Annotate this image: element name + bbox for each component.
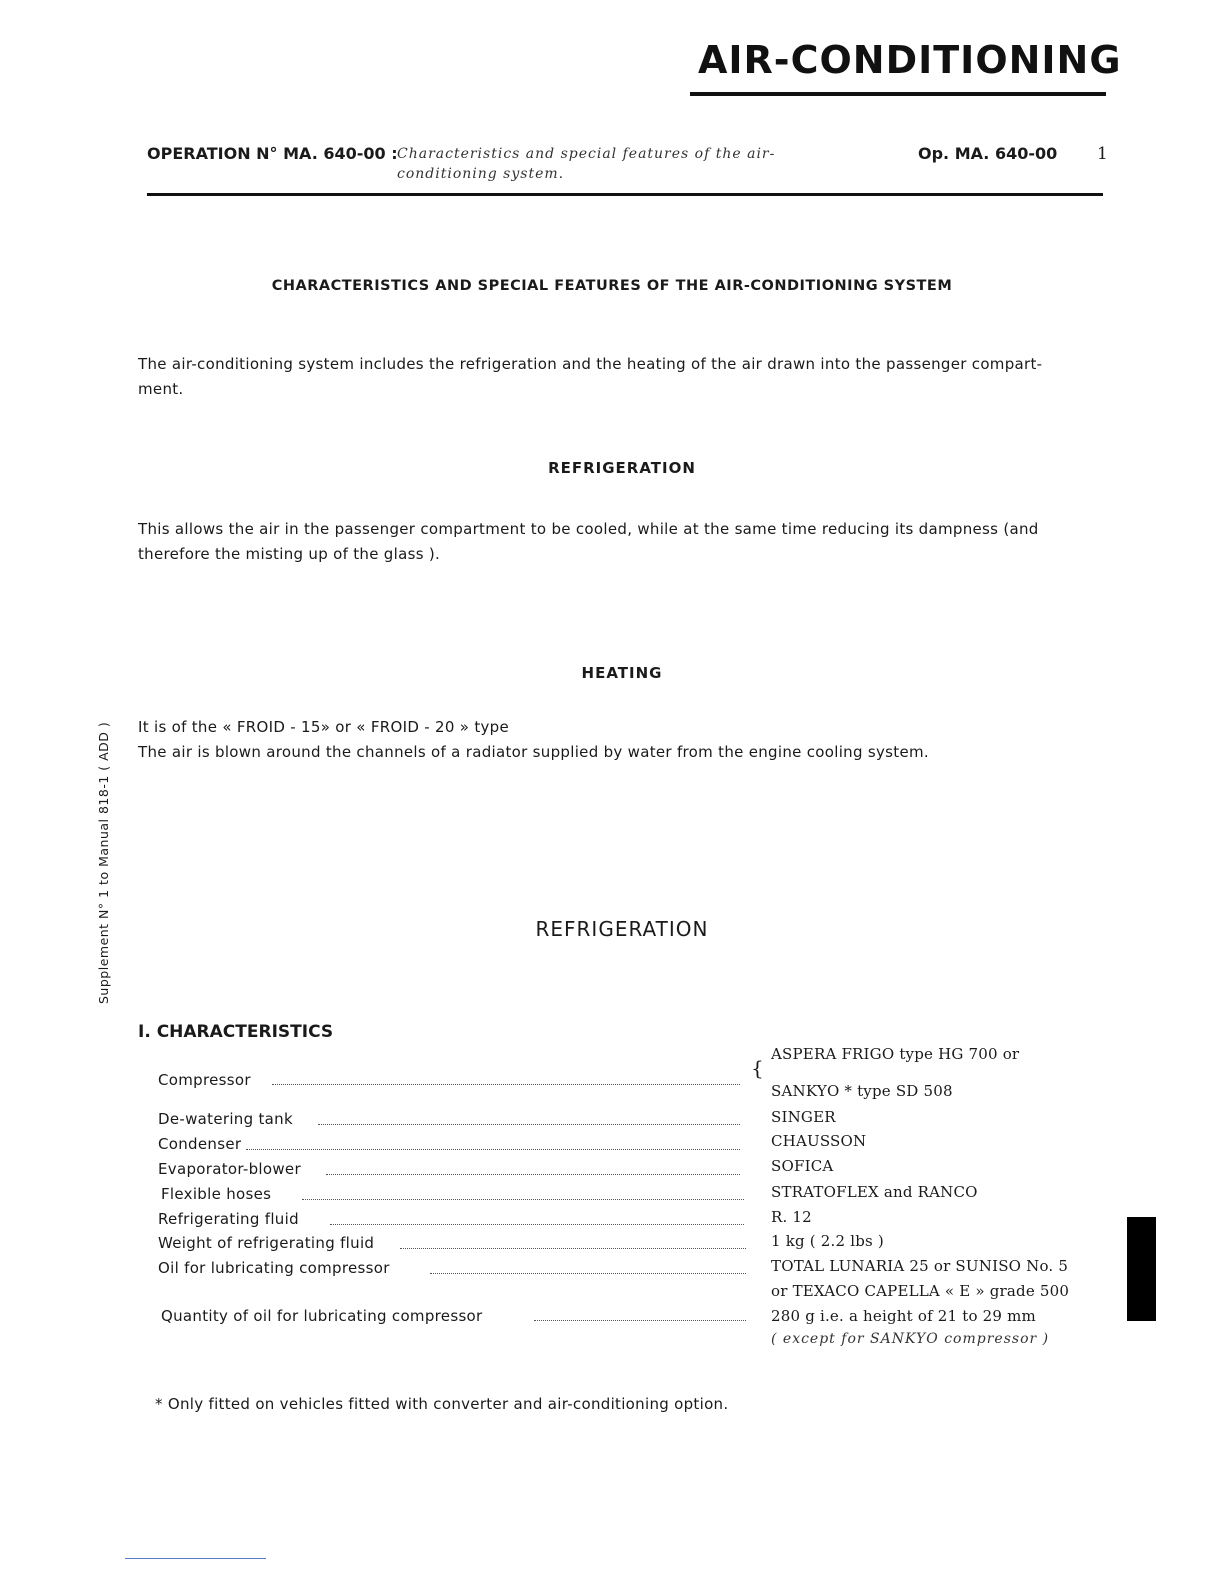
header-underline [690, 92, 1106, 96]
footnote: * Only fitted on vehicles fitted with converter and air-conditioning option. [155, 1395, 729, 1413]
dewatering-leader-dots [318, 1124, 740, 1125]
condenser-label: Condenser [158, 1135, 242, 1153]
weight-leader-dots [400, 1248, 746, 1249]
compressor-label: Compressor [158, 1071, 251, 1089]
hoses-value: STRATOFLEX and RANCO [771, 1183, 978, 1201]
compressor-leader-dots [272, 1084, 740, 1085]
intro-paragraph [138, 352, 1088, 402]
supplement-side-note: Supplement N° 1 to Manual 818-1 ( ADD ) [96, 721, 111, 1004]
compressor-value2: SANKYO * type SD 508 [771, 1082, 953, 1100]
refrigeration-paragraph [138, 517, 1088, 567]
dewatering-label: De-watering tank [158, 1110, 293, 1128]
refrigeration-section-heading: REFRIGERATION [535, 917, 709, 941]
compressor-value1: ASPERA FRIGO type HG 700 or [771, 1045, 1020, 1063]
header-divider [147, 193, 1103, 196]
operation-reference: Op. MA. 640-00 [918, 144, 1058, 163]
refrigeration-heading: REFRIGERATION [548, 459, 696, 477]
dewatering-value: SINGER [771, 1108, 836, 1126]
oil-value2: or TEXACO CAPELLA « E » grade 500 [771, 1282, 1070, 1300]
oilqty-leader-dots [534, 1320, 746, 1321]
page-number: 1 [1097, 144, 1108, 164]
refrigeration-line1: This allows the air in the passenger compartment to be cooled, while at the same time reducing its dampness (and [138, 520, 1039, 538]
characteristics-heading: I. CHARACTERISTICS [138, 1022, 334, 1042]
fluid-value: R. 12 [771, 1208, 812, 1226]
intro-line2: ment. [138, 380, 184, 398]
fluid-leader-dots [330, 1224, 744, 1225]
evaporator-leader-dots [326, 1174, 740, 1175]
evaporator-value: SOFICA [771, 1157, 834, 1175]
brace-symbol: { [751, 1056, 764, 1080]
heating-paragraph [138, 715, 1088, 765]
main-title: CHARACTERISTICS AND SPECIAL FEATURES OF THE AIR-CONDITIONING SYSTEM [271, 278, 953, 294]
bottom-link-line [125, 1558, 266, 1559]
section-tab-marker [1127, 1217, 1156, 1321]
operation-description-line1: Characteristics and special features of the air- [397, 146, 776, 162]
weight-value: 1 kg ( 2.2 lbs ) [771, 1232, 884, 1250]
operation-description-line2: conditioning system. [397, 166, 565, 182]
oilqty-value1: 280 g i.e. a height of 21 to 29 mm [771, 1307, 1036, 1325]
hoses-label: Flexible hoses [161, 1185, 272, 1203]
oil-value1: TOTAL LUNARIA 25 or SUNISO No. 5 [771, 1257, 1069, 1275]
fluid-label: Refrigerating fluid [158, 1210, 299, 1228]
evaporator-label: Evaporator-blower [158, 1160, 301, 1178]
operation-label: OPERATION N° MA. 640-00 : [147, 144, 398, 163]
weight-label: Weight of refrigerating fluid [158, 1234, 375, 1252]
heating-heading: HEATING [581, 664, 663, 682]
refrigeration-line2: therefore the misting up of the glass ). [138, 545, 441, 563]
heating-line1: It is of the « FROID - 15» or « FROID - 20 » type [138, 718, 510, 736]
condenser-leader-dots [246, 1149, 740, 1150]
heating-line2: The air is blown around the channels of a radiator supplied by water from the engine cooling system. [138, 743, 929, 761]
oil-label: Oil for lubricating compressor [158, 1259, 390, 1277]
oil-leader-dots [430, 1273, 746, 1274]
oilqty-label: Quantity of oil for lubricating compressor [161, 1307, 483, 1325]
condenser-value: CHAUSSON [771, 1132, 867, 1150]
hoses-leader-dots [302, 1199, 744, 1200]
oilqty-value2: ( except for SANKYO compressor ) [771, 1331, 1050, 1347]
page-brand-title: AIR-CONDITIONING [698, 38, 1122, 82]
intro-line1: The air-conditioning system includes the refrigeration and the heating of the air drawn into the passenger compart- [138, 355, 1043, 373]
